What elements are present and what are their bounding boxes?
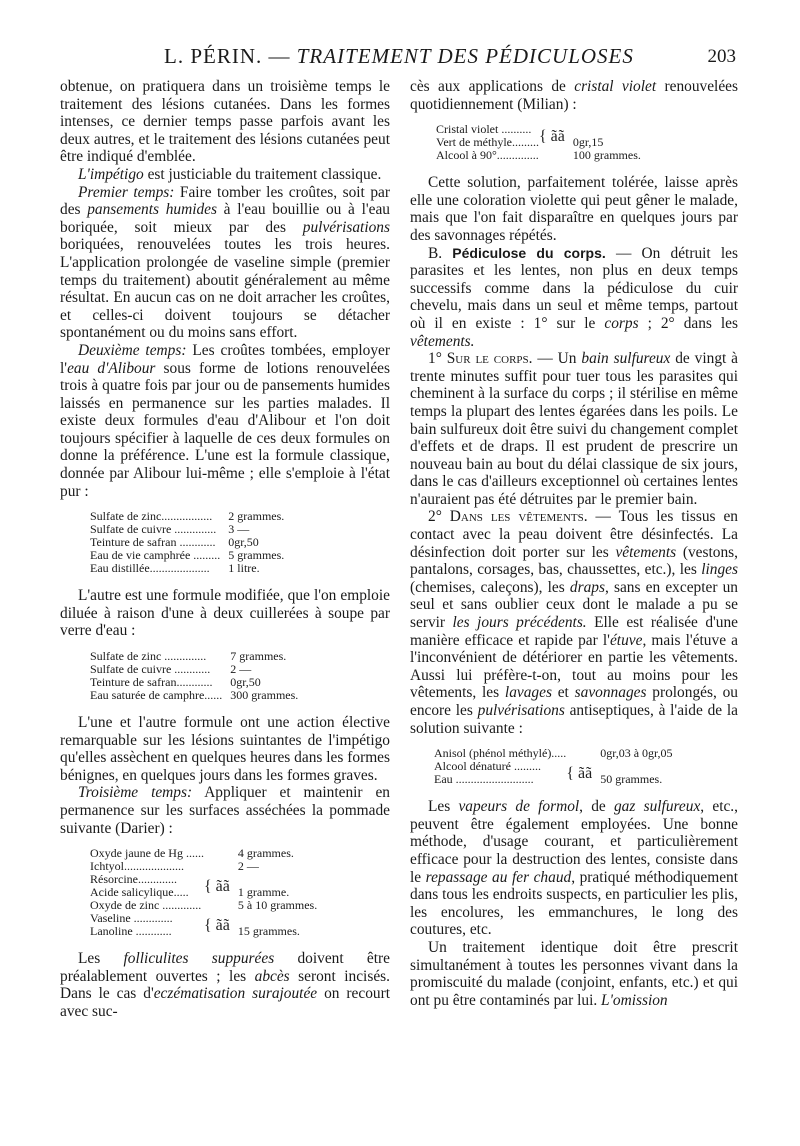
ingredient: Eau de vie camphrée ......... [90, 548, 221, 563]
text: Un traitement identique doit être prescrit simultanément à toutes les personnes vivant dans la promiscuité du malade (conjoint, enfants, etc.) et qui ont pu être contaminés par lui. [410, 938, 738, 1009]
ingredient: Alcool dénaturé ......... [434, 759, 541, 774]
paragraph [410, 939, 738, 1009]
recipe-row [434, 773, 673, 786]
text: on recourt avec suc- [60, 985, 390, 1020]
emphasis: lavages [504, 684, 552, 702]
emphasis: repassage au fer chaud [425, 868, 572, 886]
quantity: 0gr,15 [572, 135, 604, 150]
text: (chemises, caleçons), les [410, 578, 570, 596]
recipe-eau-alibour-modifiee [90, 650, 390, 702]
ingredient: Anisol (phénol méthylé)..... [434, 746, 567, 761]
text: et [551, 684, 575, 702]
paragraph: Cette solution, parfaitement tolérée, laisse après elle une coloration violette qui peut gêner le malade, mais que l'on fait disparaître en quelques jours par des savonnages répétés. [410, 174, 738, 244]
emphasis: cristal violet [574, 78, 657, 95]
text: sous forme de lotions renouvelées trois à quatre fois par jour ou de pansements humides laissés en permanence sur les parties malades. Il existe deux formules d'eau d'Alibour et l'on doit toujours spécifier à laquelle de ces deux formules on donne la préférence. L'une est la formule classique, donnée par Alibour lui-même ; elle s'emploie à l'état pur : [60, 359, 390, 500]
paragraph: L'autre est une formule modifiée, que l'on emploie diluée à raison d'une à deux cuillerées à soupe par verre d'eau : [60, 587, 390, 640]
text: Les [78, 950, 124, 968]
text: est justiciable du traitement classique. [143, 165, 382, 183]
ingredient: Acide salicylique..... [90, 885, 189, 900]
ingredient: Sulfate de cuivre ............ [90, 662, 211, 677]
recipe-eau-alibour-classique [90, 510, 390, 575]
running-header [60, 44, 736, 74]
paragraph [60, 184, 390, 342]
emphasis: abcès [254, 967, 290, 985]
left-column [60, 78, 390, 1021]
ingredient: Eau saturée de camphre...... [90, 688, 223, 703]
paragraph [60, 166, 390, 184]
text: , de [579, 798, 614, 816]
recipe-row [436, 149, 641, 162]
paragraph: obtenue, on pratiquera dans un troisième temps le traitement des lésions cutanées. Dans les formes intenses, ce dernier temps passe parfois avant les deux autres, et le traitement des lésions cutanées peut être indiqué d'emblée. [60, 78, 390, 166]
ingredient: Cristal violet .......... [436, 122, 532, 137]
quantity: 2 — [237, 859, 259, 874]
text: boriquées, renouvelées toutes les trois heures. L'application prolongée de vaseline simple (premier temps du traitement) aboutit généralement au même résultat. En aucun cas on ne doit arracher les croûtes, et celles-ci doivent toujours se détacher spontanément ou du moins sans effort. [60, 236, 390, 342]
text: (vestons, pantalons, corsages, bas, chaussettes, etc.), les [410, 543, 738, 579]
recipe-pommade-darier [90, 847, 390, 938]
ingredient: Vaseline ............. [90, 911, 173, 926]
text: Elle est réalisée d'une manière efficace et rapide par l' [410, 614, 739, 649]
recipe-cristal-violet [436, 123, 738, 162]
running-title [164, 44, 634, 69]
emphasis: Troisième temps: [78, 784, 193, 802]
paragraph [60, 950, 390, 1020]
quantity: 0gr,50 [230, 675, 261, 690]
subsection-heading: 1° Sur le corps. [428, 350, 533, 368]
ana-mark: ãã [215, 877, 230, 895]
quantity: 3 — [228, 522, 250, 537]
emphasis: bain sulfureux [581, 350, 671, 368]
quantity: 1 litre. [228, 561, 260, 576]
text: de vingt à trente minutes suffit pour tuer tous les parasites qui cheminent à la surface du corps ; il stérilise en même temps la plupart des lentes égarées dans les poils. Le bain sulfureux doit être suivi du changement complet d'effets et de draps. Il est prudent de prescrire un nouveau bain au bout du délai classique de six jours, dans le cas d'ailleurs exceptionnel où certaines lentes n'auraient pas été détruites par le premier bain. [410, 350, 739, 508]
brace-icon: { ãã [203, 916, 230, 934]
quantity: 50 grammes. [600, 772, 663, 787]
brace-icon: { ãã [566, 764, 593, 782]
paragraph [410, 245, 738, 351]
ingredient: Eau .......................... [434, 772, 534, 787]
paragraph [410, 798, 738, 939]
page-number: 203 [707, 46, 736, 67]
quantity: 2 — [230, 662, 252, 677]
ingredient: Lanoline ............ [90, 924, 172, 939]
text: , etc., peuvent être également employées. Une bonne méthode, d'usage courant, et particulièrement efficace pour la destruction des lentes, consiste dans le [410, 798, 738, 886]
emphasis: eczématisation surajoutée [153, 985, 318, 1003]
ingredient: Teinture de safran ............ [90, 535, 216, 550]
recipe-anisol [434, 747, 738, 786]
section-heading: Pédiculose du corps. [452, 244, 606, 261]
ingredient: Sulfate de cuivre .............. [90, 522, 217, 537]
emphasis: vêtements. [410, 332, 475, 350]
text: Les croûtes tombées, employer l' [60, 341, 390, 377]
emphasis: L'impétigo [78, 165, 144, 183]
emphasis: linges [701, 561, 738, 579]
ingredient: Eau distillée.................... [90, 561, 210, 576]
quantity: 0gr,03 à 0gr,05 [600, 746, 673, 761]
emphasis: vapeurs de formol [458, 798, 580, 816]
quantity: 5 à 10 grammes. [237, 898, 318, 913]
text: , pratiqué méthodiquement dans tous les endroits suspects, en particulier les plis, les encolures, les emmanchures, le long des coutures, etc. [410, 868, 739, 939]
text: — Tous les tissus en contact avec la peau doivent être désinfectés. La désinfection doit porter sur les [410, 508, 738, 561]
brace-icon: { ãã [203, 877, 230, 895]
quantity: 7 grammes. [230, 649, 287, 664]
emphasis: corps [604, 314, 639, 332]
text: renouvelées quotidiennement (Milian) : [410, 78, 738, 113]
text: Les [428, 798, 459, 816]
recipe-row [90, 689, 298, 702]
quantity: 1 gramme. [237, 885, 290, 900]
emphasis: savonnages [574, 684, 647, 702]
quantity: 5 grammes. [228, 548, 285, 563]
paragraph [60, 342, 390, 500]
emphasis: draps [569, 578, 605, 596]
brace-icon: { ãã [538, 127, 565, 145]
paragraph [60, 784, 390, 837]
text: Appliquer et maintenir en permanence sur les surfaces asséchées la pommade suivante (Darier) : [60, 784, 390, 837]
emphasis: Premier temps: [78, 183, 175, 201]
emphasis: vêtements [615, 543, 677, 561]
text: antiseptiques, à l'aide de la solution suivante : [410, 702, 738, 737]
ingredient: Résorcine............. [90, 872, 177, 887]
emphasis: folliculites suppurées [123, 950, 275, 968]
text: ; 2° dans les [638, 314, 738, 332]
emphasis: pansements humides [87, 201, 217, 219]
paragraph [410, 78, 738, 113]
text: cès aux applications de [410, 78, 575, 95]
text: seront incisés. Dans le cas d' [60, 967, 390, 1003]
text: prolongés, ou encore les [410, 684, 738, 719]
ingredient: Oxyde de zinc ............. [90, 898, 202, 913]
ingredient: Sulfate de zinc................. [90, 509, 213, 524]
text: Faire tomber les croûtes, soit par des [60, 183, 390, 219]
emphasis: gaz sulfureux [613, 798, 701, 816]
quantity: 2 grammes. [228, 509, 285, 524]
ana-mark: ãã [215, 916, 230, 934]
paragraph: L'une et l'autre formule ont une action élective remarquable sur les lésions suintantes de l'impétigo qu'elles assèchent en quelques heures dans les formes bénignes, en quelques jours dans les formes graves. [60, 714, 390, 784]
ana-mark: ãã [550, 127, 565, 145]
ingredient: Ichtyol.................... [90, 859, 184, 874]
emphasis: les jours précédents. [452, 614, 587, 632]
paragraph [410, 350, 738, 508]
emphasis: L'omission [601, 991, 668, 1009]
text: B. [428, 244, 453, 262]
ana-mark: ãã [578, 764, 593, 782]
ingredient: Sulfate de zinc .............. [90, 649, 207, 664]
emphasis: pulvérisations [302, 218, 390, 236]
ingredient: Teinture de safran............ [90, 675, 213, 690]
emphasis: eau d'Alibour [67, 359, 156, 377]
quantity: 300 grammes. [230, 688, 299, 703]
paragraph [410, 508, 738, 737]
text: — Un [532, 350, 582, 368]
header-title: TRAITEMENT DES PÉDICULOSES [296, 44, 634, 68]
right-column [410, 78, 738, 1009]
emphasis: Deuxième temps: [78, 341, 187, 359]
ingredient: Alcool à 90°.............. [436, 148, 539, 163]
recipe-row [90, 562, 284, 575]
quantity: 15 grammes. [237, 924, 300, 939]
text: doivent être préalablement ouvertes ; les [60, 950, 390, 985]
quantity: 100 grammes. [572, 148, 641, 163]
quantity: 4 grammes. [237, 846, 294, 861]
ingredient: Oxyde jaune de Hg ...... [90, 846, 204, 861]
header-author: L. PÉRIN. — [164, 44, 291, 68]
quantity: 0gr,50 [228, 535, 259, 550]
ingredient: Vert de méthyle......... [436, 135, 539, 150]
text: , sans en excepter un seul et sans oublier ceux dont le malade a pu se servir [410, 578, 738, 632]
emphasis: pulvérisations [477, 702, 565, 719]
emphasis: étuve [609, 631, 643, 649]
text: — On détruit les parasites et les lentes, non plus en deux temps successifs comme dans la pédiculose du cuir chevelu, mais dans un seul et même temps, partout où il en existe : 1° sur le [410, 244, 738, 332]
text: à l'eau bouillie ou à l'eau boriquée, soit mieux par des [60, 201, 390, 236]
subsection-heading: 2° Dans les vêtements. [428, 508, 588, 526]
text: , mais l'étuve a l'inconvénient de détériorer en partie les vêtements. Aussi lui préfère-t-on, tout au moins pour les vêtements, les [410, 631, 739, 702]
